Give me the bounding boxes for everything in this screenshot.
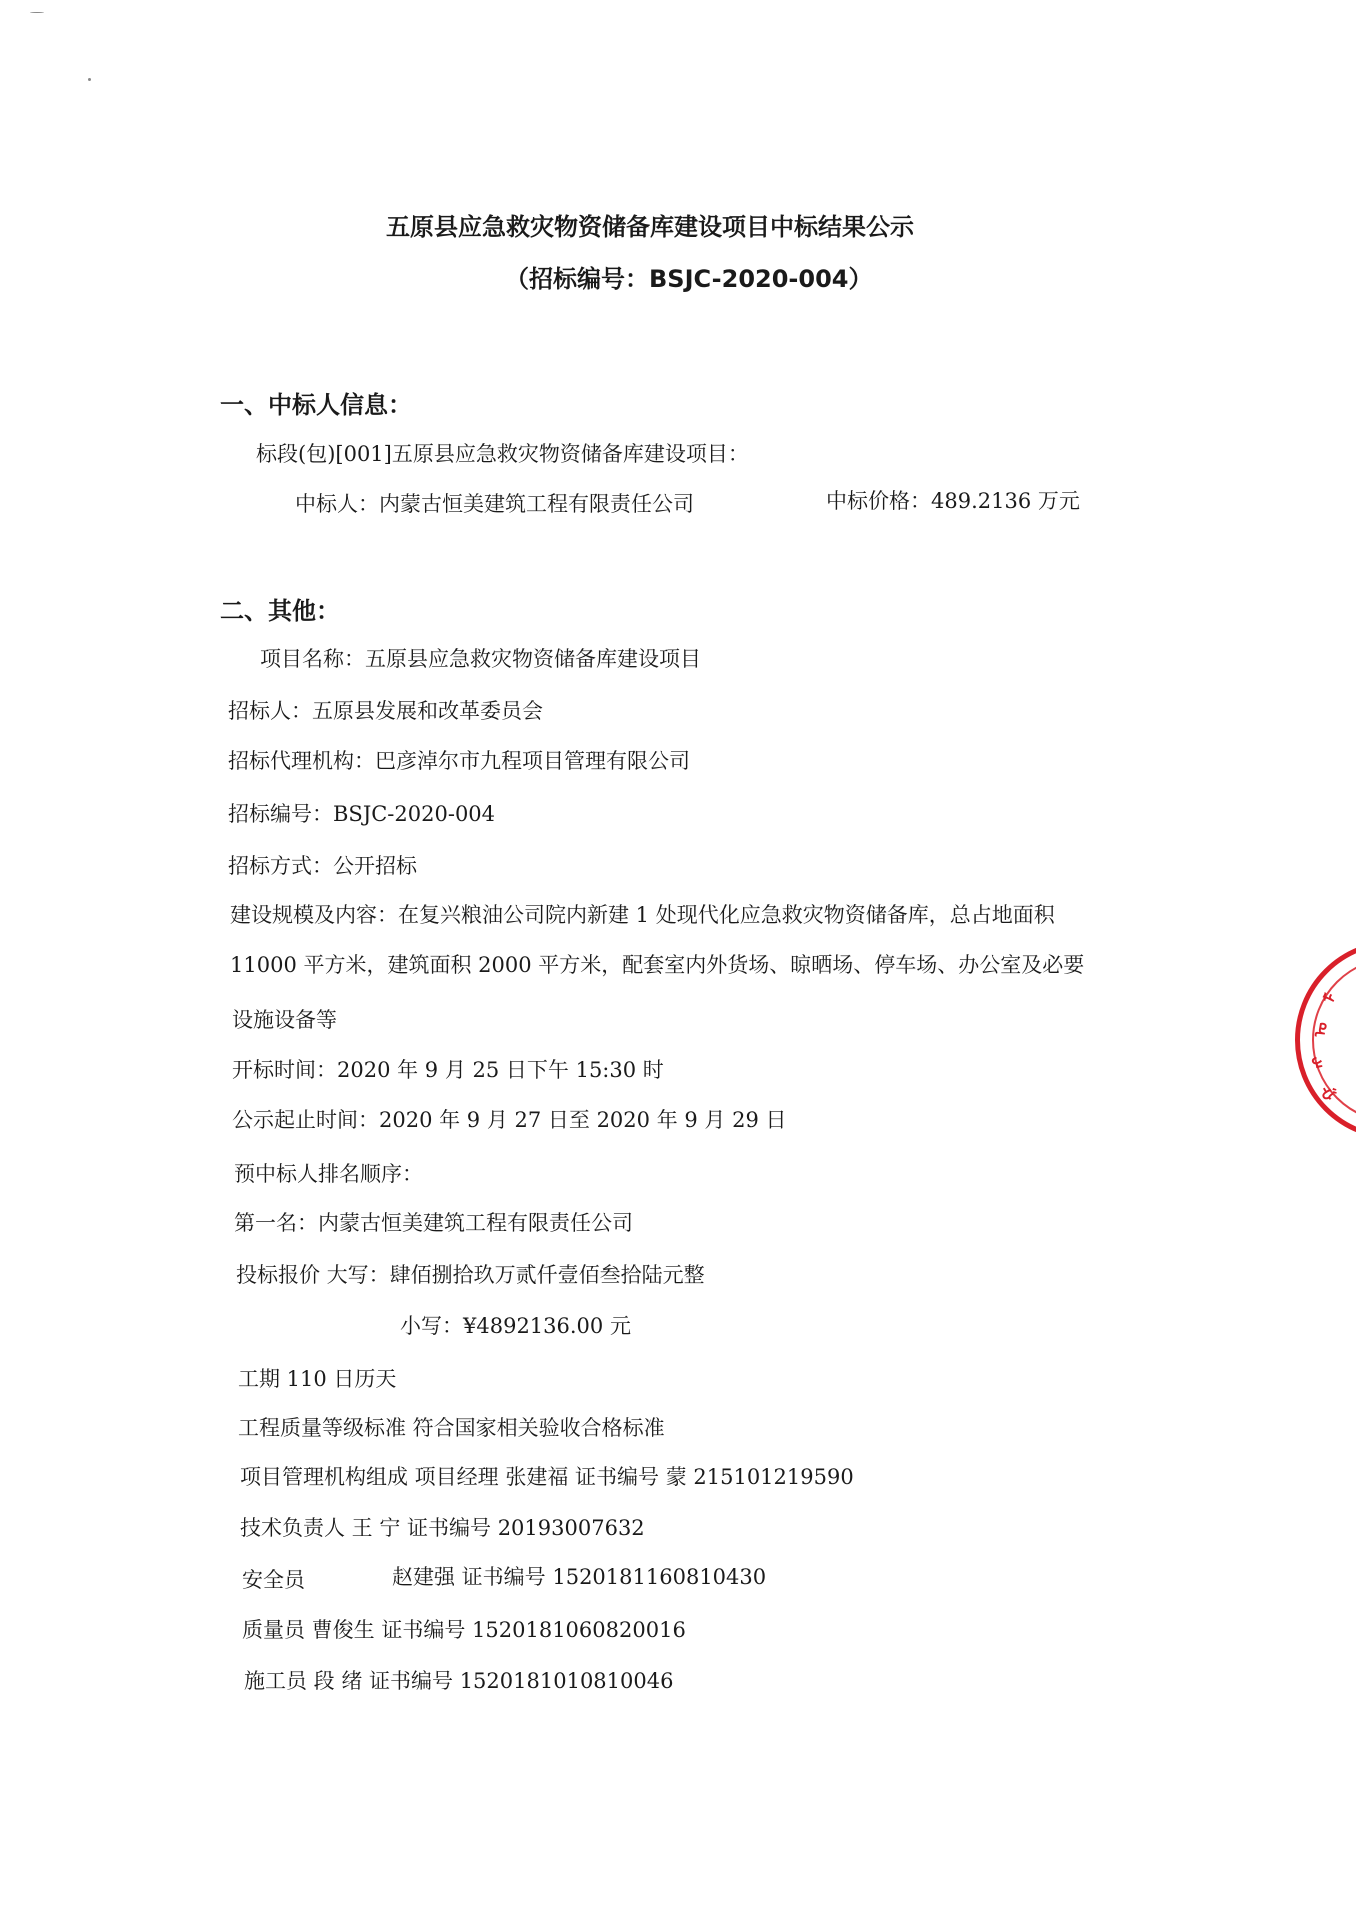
scope-line-3: 设施设备等 — [232, 1008, 337, 1032]
ranking-heading: 预中标人排名顺序： — [234, 1162, 423, 1186]
duration-line: 工期 110 日历天 — [238, 1367, 397, 1391]
constructor-line: 施工员 段 绪 证书编号 1520181010810046 — [244, 1669, 674, 1693]
project-manager-line: 项目管理机构组成 项目经理 张建福 证书编号 蒙 215101219590 — [240, 1465, 854, 1489]
seal-mark: ᠭ — [1316, 1082, 1340, 1104]
scan-speck — [30, 12, 44, 13]
first-place-line: 第一名：内蒙古恒美建筑工程有限责任公司 — [234, 1211, 633, 1235]
document-title: 五原县应急救灾物资储备库建设项目中标结果公示 — [386, 213, 914, 241]
tech-lead-line: 技术负责人 王 宁 证书编号 20193007632 — [240, 1516, 645, 1540]
winner-line: 中标人：内蒙古恒美建筑工程有限责任公司 — [295, 492, 694, 516]
scope-line-1: 建设规模及内容：在复兴粮油公司院内新建 1 处现代化应急救灾物资储备库，总占地面积 — [230, 903, 1055, 927]
method-line: 招标方式：公开招标 — [228, 854, 417, 878]
quality-officer-line: 质量员 曹俊生 证书编号 1520181060820016 — [242, 1618, 686, 1642]
notice-period-line: 公示起止时间：2020 年 9 月 27 日至 2020 年 9 月 29 日 — [232, 1108, 787, 1132]
project-name-line: 项目名称：五原县应急救灾物资储备库建设项目 — [260, 647, 701, 671]
open-time-line: 开标时间：2020 年 9 月 25 日下午 15:30 时 — [232, 1058, 664, 1082]
scan-speck — [88, 78, 91, 81]
seal-mark: ᠮ — [1319, 989, 1341, 1008]
scope-line-2: 11000 平方米，建筑面积 2000 平方米，配套室内外货场、晾晒场、停车场、办公室及必要 — [230, 953, 1085, 977]
section1-heading: 一、中标人信息： — [220, 391, 412, 419]
bid-number-line: 招标编号：BSJC-2020-004 — [228, 802, 496, 826]
seal-mark: ᠩ — [1306, 1054, 1328, 1070]
safety-role-label: 安全员 — [242, 1568, 305, 1592]
section2-heading: 二、其他： — [220, 597, 340, 625]
winning-price: 中标价格：489.2136 万元 — [826, 489, 1080, 513]
quality-line: 工程质量等级标准 符合国家相关验收合格标准 — [238, 1416, 665, 1440]
safety-officer-line: 赵建强 证书编号 1520181160810430 — [392, 1565, 767, 1589]
agency-line: 招标代理机构：巴彦淖尔市九程项目管理有限公司 — [228, 749, 690, 773]
tenderer-line: 招标人：五原县发展和改革委员会 — [228, 699, 543, 723]
seal-mark: ᠣ — [1310, 1020, 1332, 1039]
document-subtitle: （招标编号：BSJC-2020-004） — [505, 265, 873, 293]
price-lower-line: 小写：¥4892136.00 元 — [400, 1314, 631, 1338]
price-upper-line: 投标报价 大写：肆佰捌拾玖万贰仟壹佰叁拾陆元整 — [236, 1263, 705, 1287]
official-seal-stamp — [1295, 940, 1356, 1140]
lot-line: 标段(包)[001]五原县应急救灾物资储备库建设项目： — [256, 442, 749, 466]
